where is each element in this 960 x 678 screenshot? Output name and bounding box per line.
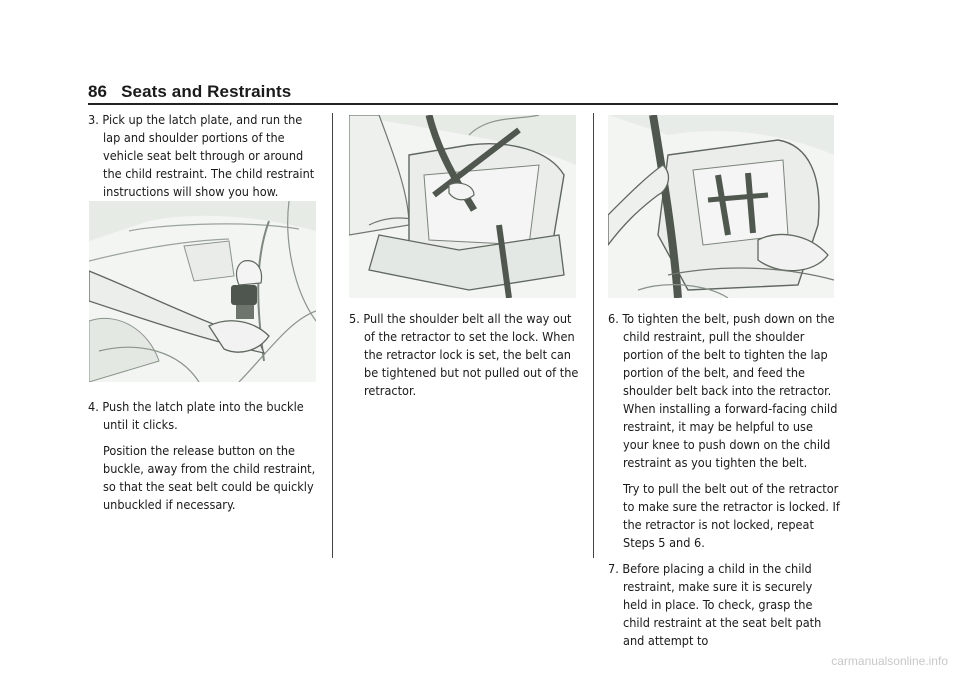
tighten-belt-illustration xyxy=(608,115,834,298)
step-6-note: Try to pull the belt out of the retractor to make sure the retractor is locked. If the retractor is not locked, repeat Steps 5 and 6. xyxy=(623,481,840,550)
step-4-note: Position the release button on the buckle, away from the child restraint, so that the seat belt could be quickly unbuckled if necessary. xyxy=(103,443,316,512)
step-7-text: 7. Before placing a child in the child restraint, make sure it is securely held in place. To check, grasp the child restraint at the seat belt path and attempt to xyxy=(608,561,822,648)
latch-plate-illustration xyxy=(89,201,316,382)
column-3 xyxy=(608,310,840,650)
step-3-text: 3. Pick up the latch plate, and run the lap and shoulder portions of the vehicle seat belt through or around the child restraint. The child restraint instructions will show you how. xyxy=(88,112,315,199)
column-divider-1 xyxy=(332,113,333,558)
column-1-lower xyxy=(88,398,320,514)
watermark: carmanualsonline.info xyxy=(831,654,948,668)
header-rule xyxy=(88,103,838,105)
section-title: Seats and Restraints xyxy=(121,82,292,101)
step-4-text: 4. Push the latch plate into the buckle until it clicks. xyxy=(88,399,304,432)
column-2 xyxy=(349,310,579,400)
page-number: 86 xyxy=(88,82,108,101)
step-6-text: 6. To tighten the belt, push down on the child restraint, pull the shoulder portion of the belt to tighten the lap portion of the belt, and feed the shoulder belt back into the retractor. When installing a forward-facing child restraint, it may be helpful to use your knee to push down on the child restraint as you tighten the belt. xyxy=(608,311,838,470)
child-seat-belt-illustration xyxy=(349,115,576,298)
column-1 xyxy=(88,111,320,201)
step-5-text: 5. Pull the shoulder belt all the way out of the retractor to set the lock. When the retractor lock is set, the belt can be tightened but not pulled out of the retractor. xyxy=(349,311,579,398)
page-header xyxy=(88,82,291,102)
column-divider-2 xyxy=(593,113,594,558)
